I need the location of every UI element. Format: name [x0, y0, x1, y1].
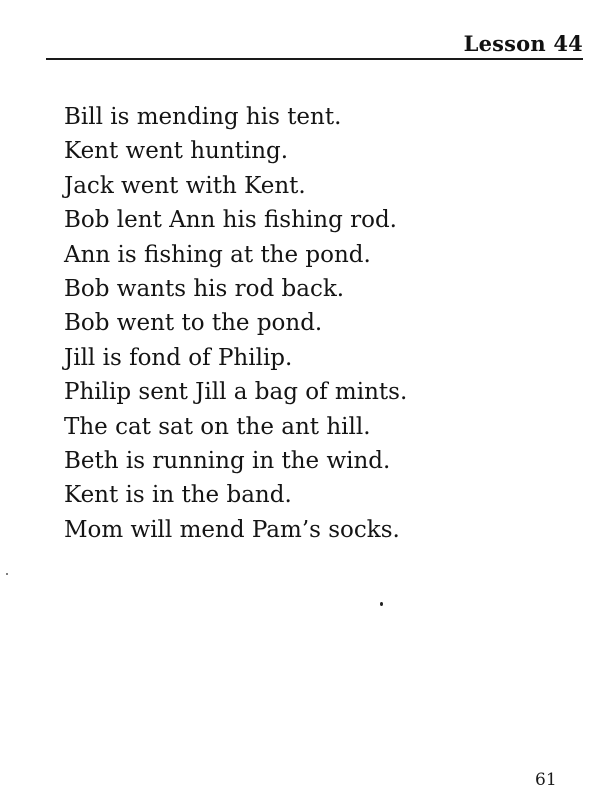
sentence-line: Bill is mending his tent.: [64, 104, 342, 130]
sentence-line: Bob wants his rod back.: [64, 275, 345, 302]
sentence-line: Beth is running in the wind.: [64, 447, 391, 474]
sentence-line: Ann is fishing at the pond.: [64, 241, 371, 268]
sentence-line: Philip sent Jill a bag of mints.: [64, 379, 408, 406]
sentence-list: [64, 100, 407, 547]
lesson-title: Lesson 44: [463, 31, 583, 56]
sentence-line: Mom will mend Pam’s socks.: [64, 516, 400, 543]
lesson-header: [46, 28, 583, 60]
sentence-line: Jill is fond of Philip.: [64, 344, 293, 371]
sentence-line: The cat sat on the ant hill.: [64, 413, 371, 440]
sentence-line: Kent is in the band.: [64, 482, 292, 509]
scan-speck: [6, 573, 8, 575]
sentence-line: Kent went hunting.: [64, 138, 289, 165]
sentence-line: Jack went with Kent.: [64, 172, 306, 199]
sentence-line: Bob went to the pond.: [64, 310, 323, 337]
page-number: 61: [535, 770, 557, 790]
sentence-line: Bob lent Ann his fishing rod.: [64, 207, 397, 234]
scan-speck: [380, 602, 383, 606]
